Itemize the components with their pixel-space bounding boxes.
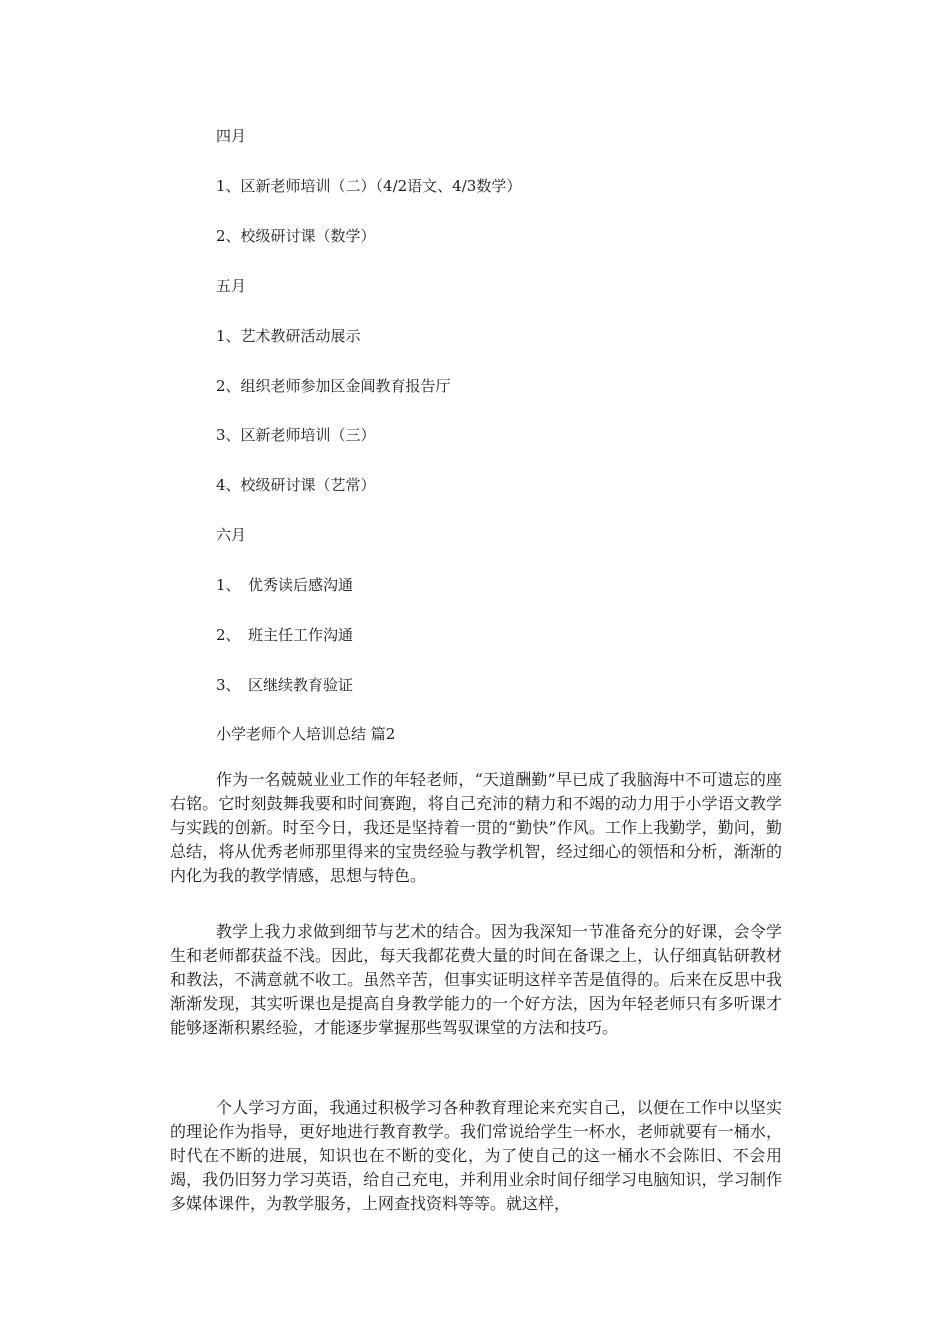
list-item: 3、区新老师培训（三） — [216, 426, 376, 444]
list-item: 2、校级研讨课（数学） — [216, 227, 376, 245]
body-paragraph-1: 作为一名兢兢业业工作的年轻老师，“天道酬勤”早已成了我脑海中不可遗忘的座右铭。它时刻鼓舞我要和时间赛跑，将自己充沛的精力和不竭的动力用于小学语文教学与实践的创新。时至今日，我还是坚持着一贯的“勤快”作风。工作上我勤学，勤问，勤总结，将从优秀老师那里得来的宝贵经验与教学机智，经过细心的领悟和分析，渐渐的内化为我的教学情感，思想与特色。 — [170, 770, 782, 885]
section-title: 小学老师个人培训总结 篇2 — [216, 725, 396, 743]
list-item: 1、 优秀读后感沟通 — [216, 576, 354, 594]
month-heading-april: 四月 — [216, 127, 247, 145]
body-paragraph-2: 教学上我力求做到细节与艺术的结合。因为我深知一节准备充分的好课，会令学生和老师都获益不浅。因此，每天我都花费大量的时间在备课之上，认仔细真钻研教材和教法，不满意就不收工。虽然辛苦，但事实证明这样辛苦是值得的。后来在反思中我渐渐发现，其实听课也是提高自身教学能力的一个好方法，因为年轻老师只有多听课才能够逐渐积累经验，才能逐步掌握那些驾驭课堂的方法和技巧。 — [170, 922, 782, 1037]
month-heading-may: 五月 — [216, 277, 247, 295]
body-paragraph-3: 个人学习方面，我通过积极学习各种教育理论来充实自己，以便在工作中以坚实的理论作为指导，更好地进行教育教学。我们常说给学生一杯水，老师就要有一桶水，时代在不断的进展，知识也在不断的变化，为了使自己的这一桶水不会陈旧、不会用竭，我仍旧努力学习英语，给自己充电，并利用业余时间仔细学习电脑知识，学习制作多媒体课件，为教学服务，上网查找资料等等。就这样， — [170, 1098, 782, 1213]
list-item: 1、区新老师培训（二）（4/2语文、4/3数学） — [216, 177, 522, 195]
list-item: 1、艺术教研活动展示 — [216, 327, 361, 345]
list-item: 2、组织老师参加区金阊教育报告厅 — [216, 377, 451, 395]
month-heading-june: 六月 — [216, 526, 247, 544]
list-item: 2、 班主任工作沟通 — [216, 626, 354, 644]
list-item: 4、校级研讨课（艺常） — [216, 476, 376, 494]
list-item: 3、 区继续教育验证 — [216, 676, 354, 694]
